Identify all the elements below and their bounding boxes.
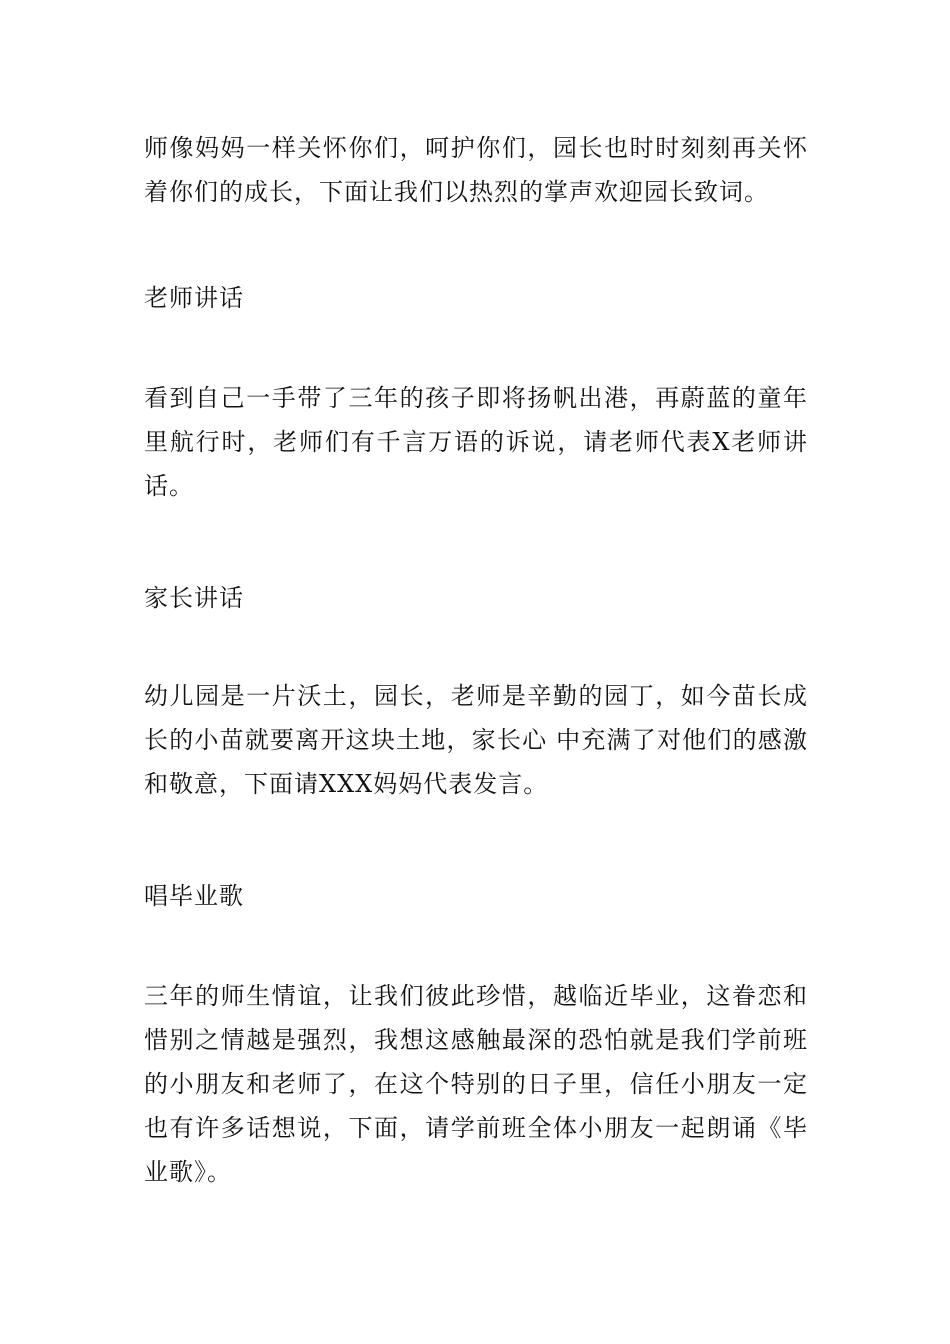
paragraph-teacher-speech: 看到自己一手带了三年的孩子即将扬帆出港，再蔚蓝的童年里航行时，老师们有千言万语的诉说，请老师代表X老师讲话。: [144, 384, 808, 500]
heading-graduation-song: 唱毕业歌: [144, 882, 244, 910]
paragraph-parent-speech: 幼儿园是一片沃土，园长，老师是辛勤的园丁，如今苗长成长的小苗就要离开这块土地，家长心 中充满了对他们的感激和敬意，下面请XXX妈妈代表发言。: [144, 682, 808, 798]
heading-parent-speech: 家长讲话: [144, 584, 244, 612]
paragraph-graduation-song: 三年的师生情谊，让我们彼此珍惜，越临近毕业，这眷恋和惜别之情越是强烈，我想这感触最深的恐怕就是我们学前班的小朋友和老师了，在这个特别的日子里，信任小朋友一定也有许多话想说，下面，请学前班全体小朋友一起朗诵《毕业歌》。: [144, 982, 808, 1186]
paragraph-welcome-principal: 师像妈妈一样关怀你们，呵护你们，园长也时时刻刻再关怀着你们的成长，下面让我们以热烈的掌声欢迎园长致词。: [144, 134, 808, 206]
heading-teacher-speech: 老师讲话: [144, 284, 244, 312]
